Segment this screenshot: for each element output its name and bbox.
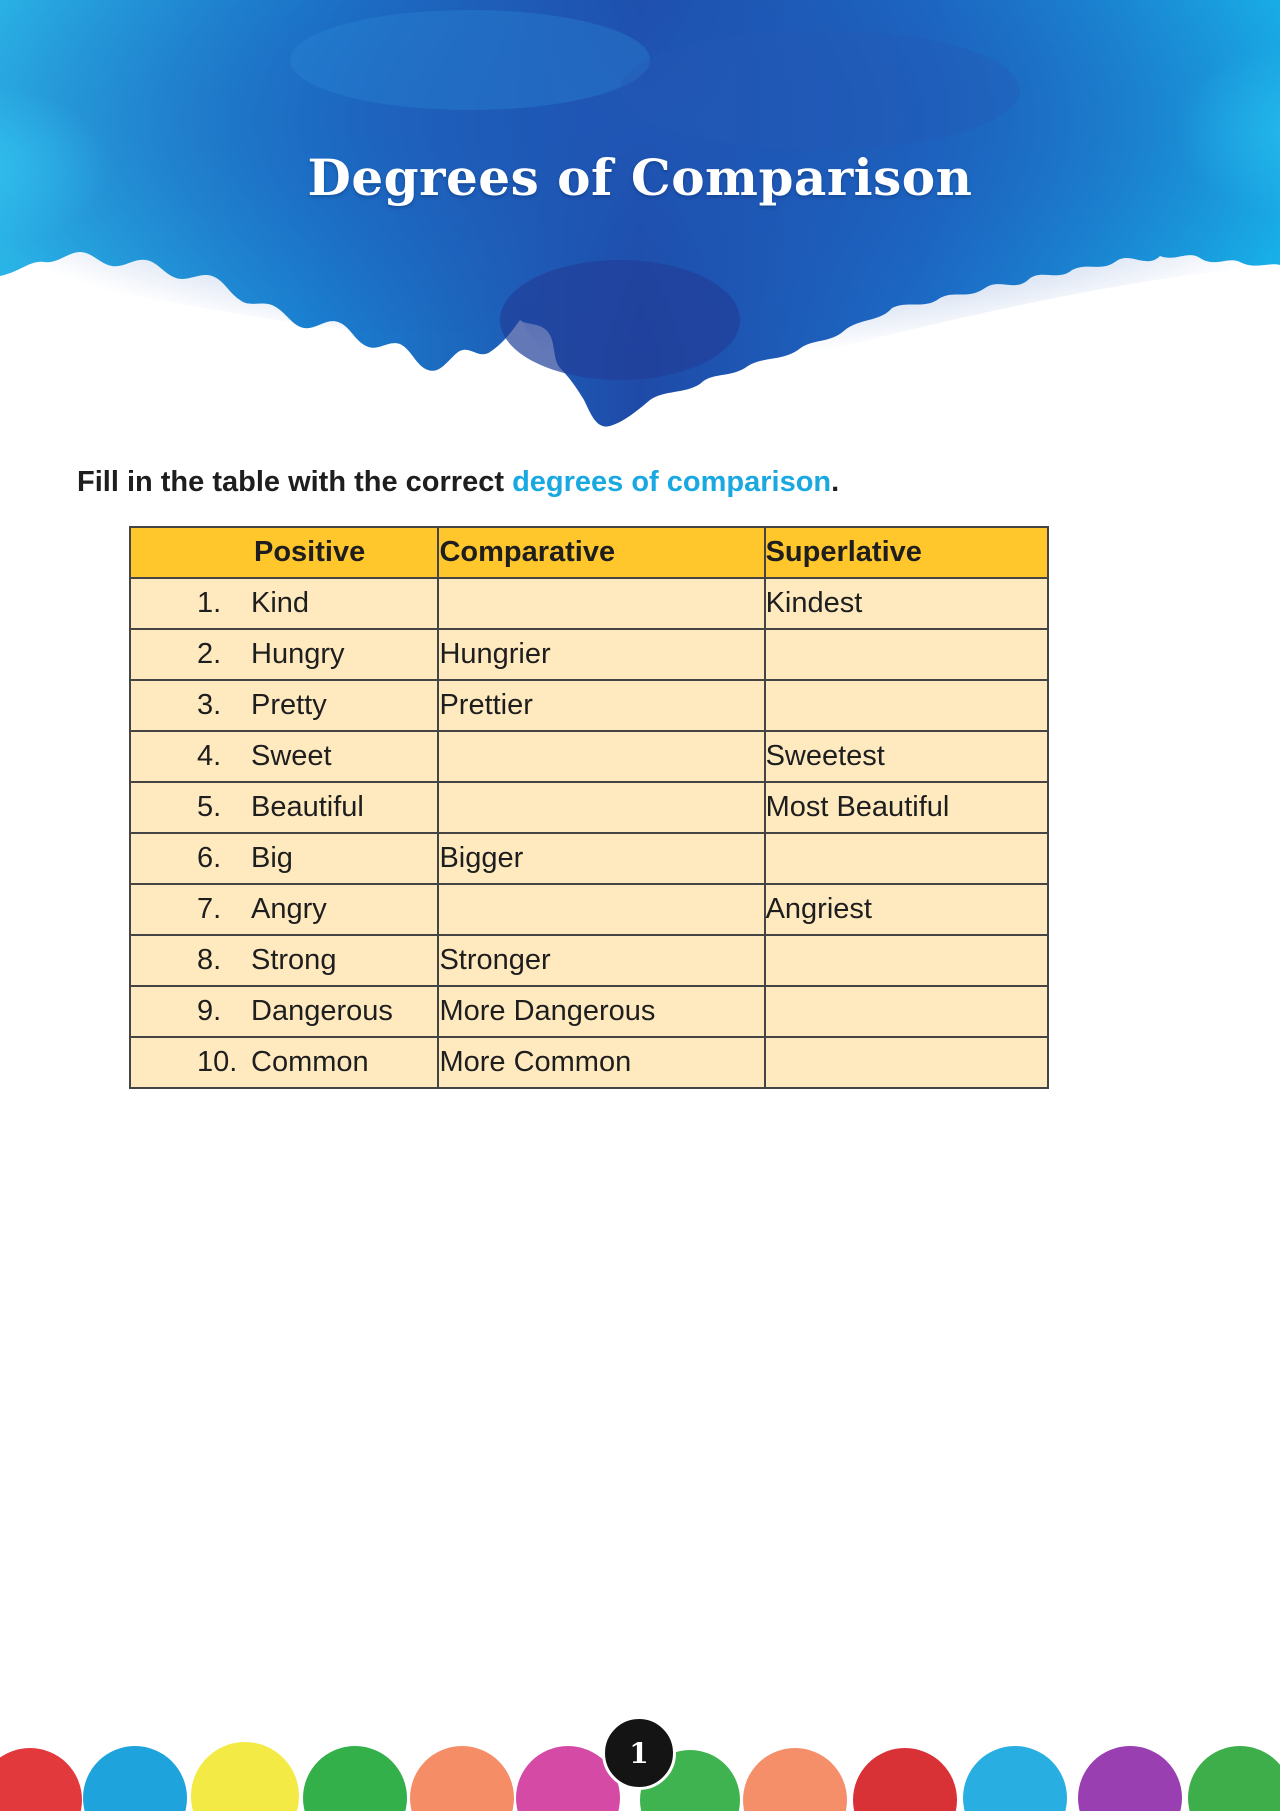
- comparative-cell[interactable]: Hungrier: [438, 629, 764, 680]
- superlative-cell[interactable]: [765, 986, 1048, 1037]
- instruction-prefix: Fill in the table with the correct: [77, 466, 513, 498]
- positive-cell: [130, 629, 438, 680]
- table-row: [130, 986, 1048, 1037]
- row-number: 2.: [197, 638, 222, 670]
- positive-word: Kind: [251, 587, 310, 619]
- row-number: 8.: [197, 944, 222, 976]
- comparative-cell[interactable]: More Dangerous: [438, 986, 764, 1037]
- comparative-cell[interactable]: [438, 578, 764, 629]
- positive-word: Dangerous: [251, 995, 393, 1027]
- superlative-cell[interactable]: [765, 629, 1048, 680]
- positive-cell: [130, 782, 438, 833]
- superlative-cell[interactable]: Sweetest: [765, 731, 1048, 782]
- table-row: [130, 731, 1048, 782]
- positive-word: Big: [251, 842, 293, 874]
- header-positive: Positive: [130, 527, 438, 578]
- positive-word: Hungry: [251, 638, 345, 670]
- superlative-cell[interactable]: Kindest: [765, 578, 1048, 629]
- table-row: [130, 884, 1048, 935]
- superlative-cell[interactable]: [765, 1037, 1048, 1088]
- positive-cell: [130, 986, 438, 1037]
- superlative-cell[interactable]: [765, 935, 1048, 986]
- row-number: 3.: [197, 689, 222, 721]
- table-row: [130, 782, 1048, 833]
- positive-cell: [130, 578, 438, 629]
- positive-cell: [130, 731, 438, 782]
- table-row: [130, 629, 1048, 680]
- page-number-badge: 1: [602, 1716, 676, 1790]
- watercolor-splash-graphic: [0, 0, 1280, 440]
- page-title: Degrees of Comparison: [307, 148, 973, 207]
- table-row: [130, 680, 1048, 731]
- header-comparative: Comparative: [438, 527, 764, 578]
- superlative-cell[interactable]: Angriest: [765, 884, 1048, 935]
- table-row: [130, 935, 1048, 986]
- positive-word: Angry: [251, 893, 327, 925]
- positive-word: Pretty: [251, 689, 327, 721]
- row-number: 9.: [197, 995, 222, 1027]
- table-row: [130, 1037, 1048, 1088]
- positive-cell: [130, 1037, 438, 1088]
- header-superlative: Superlative: [765, 527, 1048, 578]
- positive-word: Sweet: [251, 740, 332, 772]
- positive-cell: [130, 935, 438, 986]
- positive-cell: [130, 884, 438, 935]
- watercolor-banner: [0, 0, 1280, 440]
- instruction-highlight: degrees of comparison: [512, 466, 832, 498]
- comparative-cell[interactable]: [438, 884, 764, 935]
- comparative-cell[interactable]: Stronger: [438, 935, 764, 986]
- superlative-cell[interactable]: Most Beautiful: [765, 782, 1048, 833]
- table-header-row: [130, 527, 1048, 578]
- comparative-cell[interactable]: [438, 782, 764, 833]
- row-number: 7.: [197, 893, 222, 925]
- positive-cell: [130, 833, 438, 884]
- comparative-cell[interactable]: Prettier: [438, 680, 764, 731]
- instruction-suffix: .: [831, 466, 840, 498]
- row-number: 6.: [197, 842, 222, 874]
- comparison-table: [129, 526, 1049, 1089]
- comparative-cell[interactable]: [438, 731, 764, 782]
- row-number: 5.: [197, 791, 222, 823]
- row-number: 1.: [197, 587, 222, 619]
- positive-word: Strong: [251, 944, 337, 976]
- row-number: 4.: [197, 740, 222, 772]
- table-row: [130, 578, 1048, 629]
- table-row: [130, 833, 1048, 884]
- positive-word: Common: [251, 1046, 369, 1078]
- superlative-cell[interactable]: [765, 680, 1048, 731]
- superlative-cell[interactable]: [765, 833, 1048, 884]
- positive-word: Beautiful: [251, 791, 364, 823]
- comparative-cell[interactable]: Bigger: [438, 833, 764, 884]
- row-number: 10.: [197, 1046, 238, 1078]
- comparative-cell[interactable]: More Common: [438, 1037, 764, 1088]
- instruction-text: [77, 466, 839, 499]
- positive-cell: [130, 680, 438, 731]
